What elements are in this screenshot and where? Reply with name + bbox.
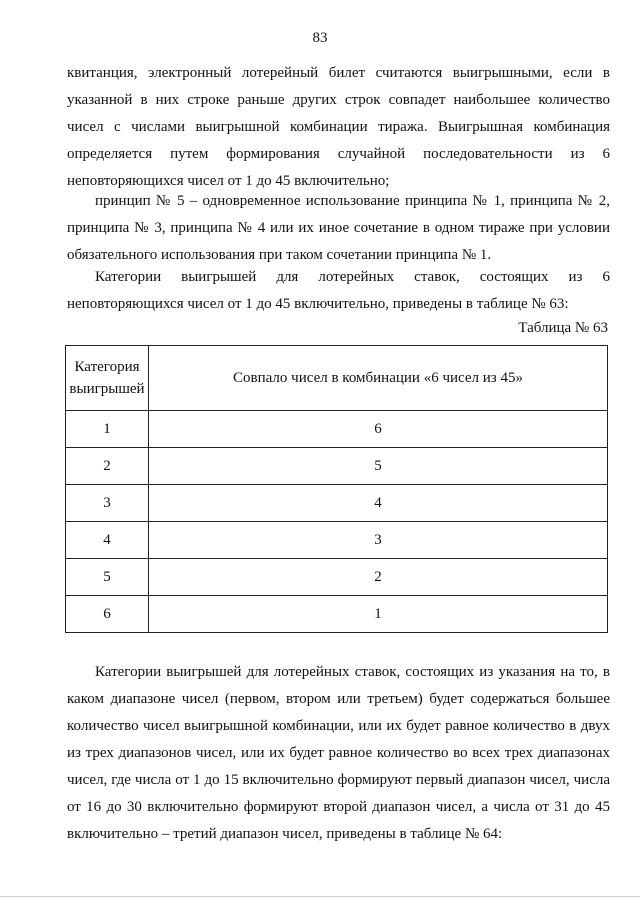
table-row xyxy=(66,559,608,596)
table-row xyxy=(66,448,608,485)
cell-matched: 4 xyxy=(149,485,608,522)
paragraph-principle-5: принцип № 5 – одновременное использование принципа № 1, принципа № 2, принципа № 3, принципа № 4 или их иное сочетание в одном тираже при условии обязательного использования при таком сочетании принципа № 1. xyxy=(67,193,610,263)
header-category: Категория выигрышей xyxy=(66,346,149,411)
paragraph-categories-intro: Категории выигрышей для лотерейных ставок, состоящих из 6 неповторяющихся чисел от 1 до 45 включительно, приведены в таблице № 63: xyxy=(67,269,610,312)
cell-matched: 5 xyxy=(149,448,608,485)
cell-matched: 1 xyxy=(149,596,608,633)
cell-category: 6 xyxy=(66,596,149,633)
cell-category: 2 xyxy=(66,448,149,485)
header-matched: Совпало чисел в комбинации «6 чисел из 45» xyxy=(149,346,608,411)
table-row xyxy=(66,596,608,633)
table-row xyxy=(66,411,608,448)
table-row xyxy=(66,485,608,522)
winnings-table xyxy=(65,345,608,633)
cell-category: 1 xyxy=(66,411,149,448)
cell-category: 3 xyxy=(66,485,149,522)
table-header-row xyxy=(66,346,608,411)
cell-category: 5 xyxy=(66,559,149,596)
cell-category: 4 xyxy=(66,522,149,559)
table-caption: Таблица № 63 xyxy=(518,320,608,336)
table-row xyxy=(66,522,608,559)
paragraph-ticket-winning: квитанция, электронный лотерейный билет считаются выигрышными, если в указанной в них строке раньше других строк совпадет наибольшее количество чисел с числами выигрышной комбинации тиража. Выигрышная комбинация определяется путем формирования случайной последовательности из 6 неповторяющихся чисел от 1 до 45 включительно; xyxy=(67,65,610,189)
scan-edge-line xyxy=(0,896,640,897)
cell-matched: 3 xyxy=(149,522,608,559)
cell-matched: 6 xyxy=(149,411,608,448)
paragraph-range-categories: Категории выигрышей для лотерейных ставок, состоящих из указания на то, в каком диапазоне чисел (первом, втором или третьем) будет содержаться большее количество чисел выигрышной комбинации, или их будет равное количество в двух из трех диапазонов чисел, или их будет равное количество во всех трех диапазонах чисел, где числа от 1 до 15 включительно формируют первый диапазон чисел, числа от 16 до 30 включительно формируют второй диапазон чисел, а числа от 31 до 45 включительно – третий диапазон чисел, приведены в таблице № 64: xyxy=(67,664,610,842)
cell-matched: 2 xyxy=(149,559,608,596)
page-number: 83 xyxy=(312,30,328,46)
